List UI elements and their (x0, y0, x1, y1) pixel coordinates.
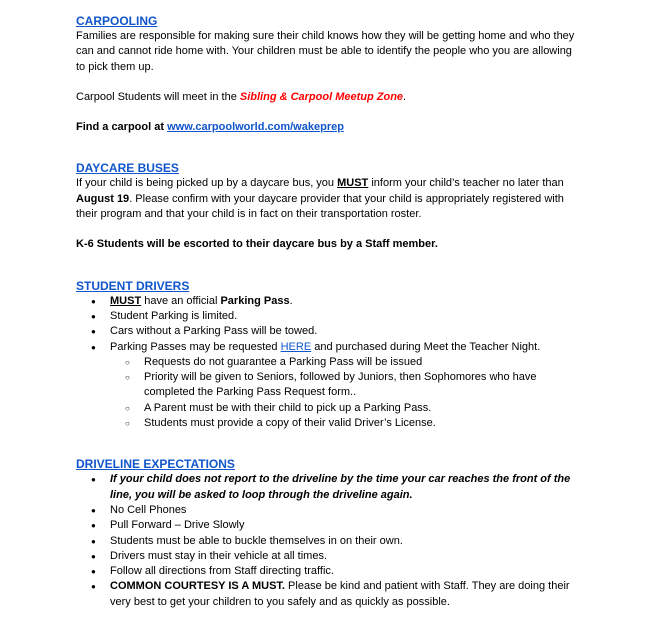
list-item: ● Cars without a Parking Pass will be towed. (76, 324, 576, 339)
driveline-section (76, 457, 576, 610)
list-item: ○ Requests do not guarantee a Parking Pass will be issued (110, 355, 576, 370)
list-item: ● No Cell Phones (76, 503, 576, 518)
list-item: ● If your child does not report to the driveline by the time your car reaches the front of the line, you will be asked to loop through the driveline again. (76, 472, 576, 503)
daycare-escort-note: K-6 Students will be escorted to their daycare bus by a Staff member. (76, 238, 438, 251)
list-item: ● Student Parking is limited. (76, 309, 576, 324)
daycare-heading: DAYCARE BUSES (76, 161, 179, 176)
carpooling-section (76, 14, 576, 135)
driveline-heading: DRIVELINE EXPECTATIONS (76, 457, 235, 472)
list-item: ● MUST have an official Parking Pass. (76, 294, 576, 309)
meetup-zone-label: Sibling & Carpool Meetup Zone (239, 90, 404, 103)
student-drivers-section (76, 279, 576, 432)
find-carpool-text: Find a carpool at www.carpoolworld.com/wakeprep (76, 121, 344, 134)
carpooling-paragraph: Families are responsible for making sure their child knows how they will be getting home and who they can and cannot ride home with. Your children must be able to identify the people who you are allowing to pick them up. (76, 30, 575, 73)
carpool-link[interactable]: www.carpoolworld.com/wakeprep (167, 121, 344, 134)
daycare-paragraph: If your child is being picked up by a daycare bus, you MUST inform your child’s teacher no later than August 19. Please confirm with your daycare provider that your child is appropriately registered with their program and that your child is in fact on their transportation roster. (76, 177, 564, 221)
list-item: ● Students must be able to buckle themselves in on their own. (76, 534, 576, 549)
list-item: ○ A Parent must be with their child to pick up a Parking Pass. (110, 401, 576, 416)
daycare-section (76, 161, 576, 252)
list-item: ● Pull Forward – Drive Slowly (76, 518, 576, 533)
list-item: ● Follow all directions from Staff directing traffic. (76, 564, 576, 579)
carpool-meet-text: Carpool Students will meet in the Sibling & Carpool Meetup Zone. (76, 90, 407, 103)
parking-pass-sublist (110, 355, 576, 431)
parking-pass-request-link[interactable]: HERE (280, 340, 312, 353)
list-item: ● Parking Passes may be requested HERE and purchased during Meet the Teacher Night. ○ Requests do not guarantee a Parking Pass will be issued ○ Priority will be given to Seniors, followed by Juniors, then Sophomores who have completed the Parking Pass Request form.. ○ A Parent must be with their child to pick up a Parking Pass. ○ Students must provide a copy of their valid Driver’s License. (76, 340, 576, 432)
student-drivers-heading: STUDENT DRIVERS (76, 278, 190, 293)
document-page (76, 14, 576, 610)
driveline-list (76, 472, 576, 610)
list-item: ○ Students must provide a copy of their valid Driver’s License. (110, 416, 576, 431)
student-drivers-list (76, 294, 576, 432)
list-item: ● Drivers must stay in their vehicle at all times. (76, 549, 576, 564)
list-item: ○ Priority will be given to Seniors, followed by Juniors, then Sophomores who have completed the Parking Pass Request form.. (110, 370, 576, 401)
carpooling-heading: CARPOOLING (76, 14, 158, 28)
list-item: ● COMMON COURTESY IS A MUST. Please be kind and patient with Staff. They are doing their very best to get your children to you safely and as quickly as possible. (76, 579, 576, 610)
